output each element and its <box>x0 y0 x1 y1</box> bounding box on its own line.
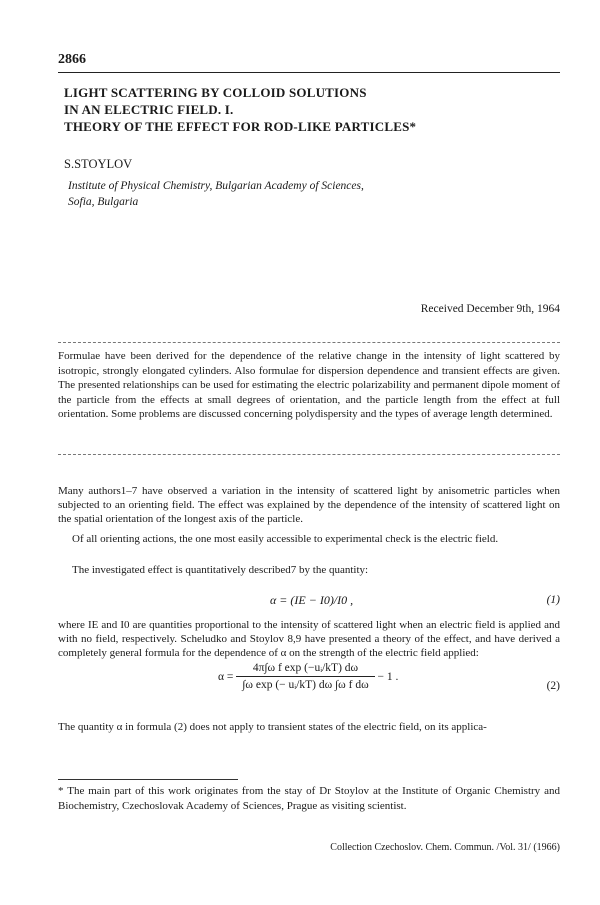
affiliation <box>68 178 364 210</box>
author-name: S.STOYLOV <box>64 157 133 171</box>
article-title <box>64 84 416 135</box>
page-number: 2866 <box>58 52 86 67</box>
abstract: Formulae have been derived for the dependence of the relative change in the intensity of light scattered by isotropic, strongly elongated cylinders. Also formulae for dispersion dependence and transient effects are given. The presented relationships can be used for estimating the electric polarizability and permanent dipole moment of the particle from the effects at small degrees of orientation, and the particle length from the effect at full orientation. Some problems are discussed concerning polydispersity and the types of average length determined. <box>58 350 560 420</box>
footnote-rule <box>58 779 238 780</box>
received-date: Received December 9th, 1964 <box>420 303 560 315</box>
header-rule <box>58 72 560 73</box>
equation-2-rhs: − 1 . <box>377 670 399 683</box>
equation-1-number: (1) <box>546 594 560 606</box>
paragraph-transient: The quantity α in formula (2) does not apply to transient states of the electric field, on its applica- <box>58 721 487 733</box>
abstract-rule-top <box>58 342 560 343</box>
title-line: THEORY OF THE EFFECT FOR ROD-LIKE PARTICLES* <box>64 119 417 134</box>
paragraph-field: Of all orienting actions, the one most easily accessible to experimental check is the electric field. <box>72 533 499 545</box>
paragraph-intro: Many authors1–7 have observed a variation in the intensity of scattered light by anisometric particles when subjected to an orienting field. The effect was explained by the dependence of the intensity of scattered light on the spatial orientation of the longest axis of the particle. <box>58 485 560 526</box>
paragraph-theory: where IE and I0 are quantities proportional to the intensity of scattered light when an electric field is applied and with no field, respectively. Scheludko and Stoylov 8,9 have presented a theory of the effect, and have derived a completely general formula for the dependence of α on the strength of the electric field applied: <box>58 619 560 660</box>
title-line: LIGHT SCATTERING BY COLLOID SOLUTIONS <box>64 85 367 100</box>
equation-1: α = (IE − I0)/I0 , <box>270 593 354 607</box>
affiliation-line: Institute of Physical Chemistry, Bulgarian Academy of Sciences, <box>68 180 364 192</box>
equation-2-numerator: 4π∫ω f exp (−uᵢ/kT) dω <box>252 662 359 674</box>
equation-2-denominator: ∫ω exp (− uᵢ/kT) dω ∫ω f dω <box>236 676 374 691</box>
title-line: IN AN ELECTRIC FIELD. I. <box>64 102 234 117</box>
affiliation-line: Sofia, Bulgaria <box>68 196 139 208</box>
abstract-rule-bottom <box>58 454 560 455</box>
paragraph-quantity: The investigated effect is quantitatively described7 by the quantity: <box>72 564 369 576</box>
journal-reference: Collection Czechoslov. Chem. Commun. /Vol. 31/ (1966) <box>330 842 560 853</box>
equation-2-fraction <box>236 662 374 691</box>
equation-2 <box>218 662 398 691</box>
equation-2-number: (2) <box>546 680 560 692</box>
equation-2-lhs: α = <box>218 670 234 683</box>
footnote: * The main part of this work originates from the stay of Dr Stoylov at the Institute of Organic Chemistry and Biochemistry, Czechoslovak Academy of Sciences, Prague as visiting scientist. <box>58 785 560 812</box>
